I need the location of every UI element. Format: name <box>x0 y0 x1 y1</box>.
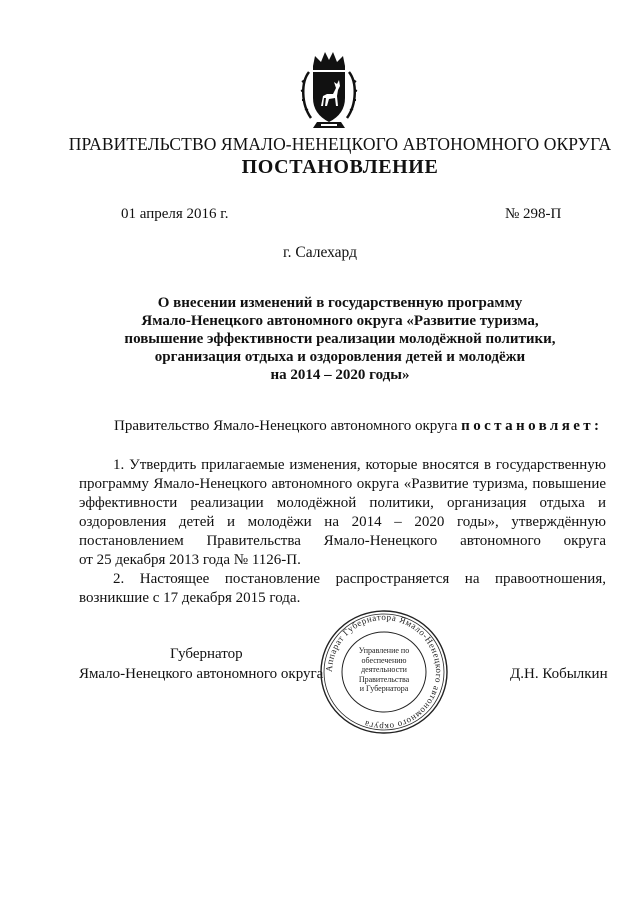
seal-line: Правительства <box>358 674 410 684</box>
body-line: программу Ямало-Ненецкого автономного округа «Развитие туризма, повышение <box>79 476 606 492</box>
seal-inner-text <box>350 646 418 694</box>
document-type-title: ПОСТАНОВЛЕНИЕ <box>241 156 439 178</box>
body-line: оздоровления детей и молодёжи на 2014 – 2020 годы», утверждённую <box>79 514 606 530</box>
subject-line: Ямало-Ненецкого автономного округа «Развитие туризма, <box>141 313 539 329</box>
subject-line: организация отдыха и оздоровления детей и молодёжи <box>154 349 526 365</box>
government-name: ПРАВИТЕЛЬСТВО ЯМАЛО-НЕНЕЦКОГО АВТОНОМНОГО ОКРУГА <box>68 134 612 154</box>
signatory-name: Д.Н. Кобылкин <box>510 666 608 682</box>
document-body <box>79 456 606 608</box>
document-date: 01 апреля 2016 г. <box>121 206 229 222</box>
body-line: возникшие с 17 декабря 2015 года. <box>79 590 301 606</box>
document-subject <box>40 294 640 384</box>
seal-line: обеспечению <box>361 655 407 665</box>
body-line: 2. Настоящее постановление распространяется на правоотношения, <box>113 571 606 587</box>
seal-line: и Губернатора <box>359 684 409 693</box>
document-city: г. Салехард <box>283 244 357 261</box>
body-line: эффективности реализации молодёжной политики, организация отдыха и <box>79 495 606 511</box>
preamble-verb: постановляет: <box>461 418 603 434</box>
seal-ring-text: Аппарат Губернатора Ямало-Ненецкого автономного округа <box>323 611 445 733</box>
subject-line: на 2014 – 2020 годы» <box>270 367 410 383</box>
signatory-title: Губернатор <box>170 646 243 662</box>
subject-line: повышение эффективности реализации молодёжной политики, <box>124 331 556 347</box>
body-line: от 25 декабря 2013 года № 1126-П. <box>79 552 301 568</box>
coat-of-arms-icon <box>299 48 359 132</box>
document-number: № 298-П <box>505 206 562 222</box>
preamble <box>114 418 602 435</box>
seal-line: деятельности <box>361 665 407 674</box>
body-line: 1. Утвердить прилагаемые изменения, которые вносятся в государственную <box>113 457 606 473</box>
subject-line: О внесении изменений в государственную программу <box>157 295 523 311</box>
signatory-region: Ямало-Ненецкого автономного округа <box>79 666 324 682</box>
seal-line: Управление по <box>358 646 410 655</box>
preamble-text: Правительство Ямало-Ненецкого автономного округа <box>114 418 462 434</box>
body-line: постановлением Правительства Ямало-Ненецкого автономного округа <box>79 533 606 549</box>
